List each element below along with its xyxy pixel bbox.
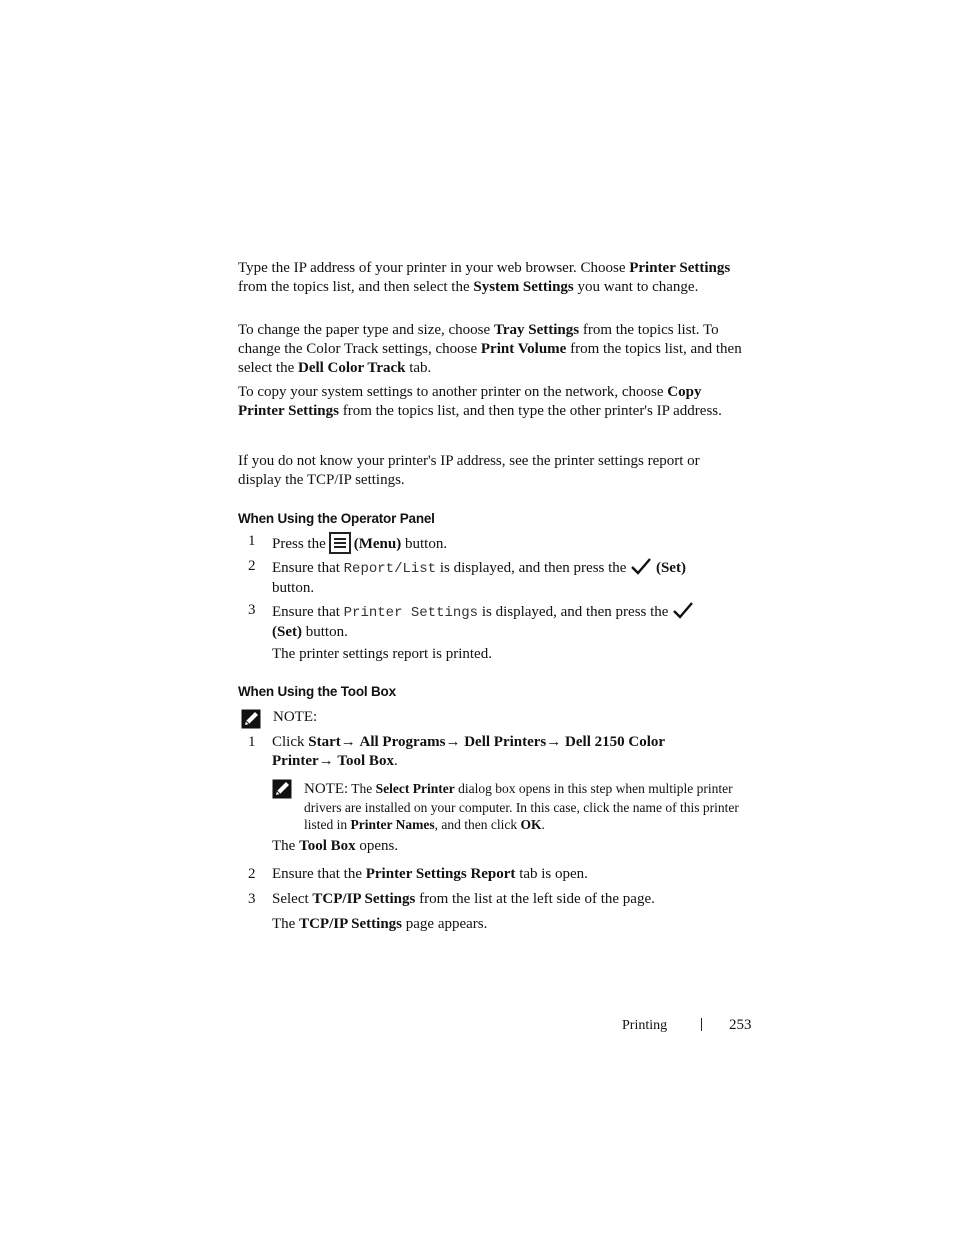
bold-text: (Set) [655, 560, 686, 576]
bold-text: (Set) [272, 624, 302, 640]
text: from the topics list, and then select the [238, 279, 474, 295]
step-text [272, 865, 712, 884]
text: Ensure that the [272, 866, 366, 882]
text: The [272, 916, 300, 932]
bold-text: Printer Settings [629, 260, 731, 276]
step-number: 2 [248, 866, 256, 882]
bold-text: Printer Settings Report [365, 866, 516, 882]
text: from the list at the left side of the page. [415, 891, 655, 907]
text: Press the [272, 536, 326, 552]
text: Type the IP address of your printer in your web browser. Choose [238, 260, 630, 276]
step-number: 1 [248, 734, 256, 750]
bold-text: Tray Settings [493, 322, 580, 338]
bold-text: Dell Printers [464, 734, 547, 750]
bold-text: TCP/IP Settings [312, 891, 416, 907]
step-text [272, 601, 712, 642]
text: button. [401, 536, 448, 552]
intro-paragraph-1 [238, 259, 743, 297]
footer-divider [701, 1018, 702, 1031]
text: , and then click [434, 817, 521, 832]
code-text: Report/List [343, 561, 437, 577]
inner-note [304, 780, 742, 834]
note-label: NOTE: [304, 781, 349, 797]
bold-text: System Settings [473, 279, 574, 295]
text: . [393, 753, 398, 769]
step-number: 3 [248, 891, 256, 907]
text: button. [272, 580, 315, 596]
text: from the topics list, and then type the other printer's IP address. [338, 403, 722, 419]
bold-text: All Programs [359, 734, 446, 750]
step-text [272, 890, 712, 909]
text: opens. [355, 838, 399, 854]
section-heading-tool-box: When Using the Tool Box [238, 684, 396, 699]
step-number: 1 [248, 533, 256, 549]
step-text [272, 557, 712, 598]
bold-text: (Menu) [353, 536, 402, 552]
text: To copy your system settings to another printer on the network, choose [238, 384, 668, 400]
text: The [348, 781, 376, 796]
text: Ensure that [272, 560, 344, 576]
text: Select [272, 891, 313, 907]
bold-text: OK [520, 817, 542, 832]
page-number: 253 [729, 1017, 752, 1033]
text: dialog box opens in this step when multiple printer drivers are installed on your computer. In this case, click the name of this printer listed in [304, 781, 739, 832]
bold-text: Tool Box [337, 753, 394, 769]
arrow-text: → [546, 734, 566, 750]
arrow-text: → [445, 734, 465, 750]
text: tab is open. [515, 866, 588, 882]
code-text: Printer Settings [343, 605, 479, 621]
arrow-text: → [340, 734, 360, 750]
bold-text: Start [308, 734, 341, 750]
bold-text: Printer Names [350, 817, 435, 832]
text: from the topics list. To change the Color Track settings, choose [238, 322, 719, 357]
note-label: NOTE: [273, 709, 318, 725]
step-number: 2 [248, 558, 256, 574]
toolbox-opens [272, 837, 742, 856]
bold-text: Print Volume [480, 341, 567, 357]
step-text [272, 733, 712, 771]
operator-result: The printer settings report is printed. [272, 646, 492, 662]
text: is displayed, and then press the [436, 560, 631, 576]
intro-paragraph-2 [238, 321, 743, 378]
text: The [272, 838, 300, 854]
bold-text: Select Printer [375, 781, 455, 796]
bold-text: Tool Box [299, 838, 356, 854]
note-icon [241, 709, 261, 729]
menu-icon [329, 532, 351, 554]
arrow-text: → [318, 753, 338, 769]
step-text [272, 532, 712, 554]
bold-text: Dell Color Track [297, 360, 406, 376]
text: . [541, 817, 545, 832]
text: tab. [405, 360, 432, 376]
checkmark-icon [672, 601, 694, 619]
intro-paragraph-4: If you do not know your printer's IP address, see the printer settings report or display the TCP/IP settings. [238, 453, 700, 488]
text: from the topics list, and then select the [238, 341, 742, 376]
text: is displayed, and then press the [478, 604, 673, 620]
bold-text: Copy Printer Settings [238, 384, 702, 419]
step-number: 3 [248, 602, 256, 618]
toolbox-appears [272, 915, 742, 934]
text: page appears. [402, 916, 488, 932]
text: you want to change. [573, 279, 699, 295]
section-heading-operator-panel: When Using the Operator Panel [238, 511, 435, 526]
footer-section-name: Printing [622, 1018, 668, 1033]
bold-text: Dell 2150 Color Printer [272, 734, 665, 769]
text: Ensure that [272, 604, 344, 620]
text: To change the paper type and size, choose [238, 322, 494, 338]
text: button. [302, 624, 348, 640]
note-icon [272, 779, 292, 799]
text: Click [272, 734, 309, 750]
checkmark-icon [630, 557, 652, 575]
intro-paragraph-3 [238, 383, 743, 421]
bold-text: TCP/IP Settings [299, 916, 403, 932]
